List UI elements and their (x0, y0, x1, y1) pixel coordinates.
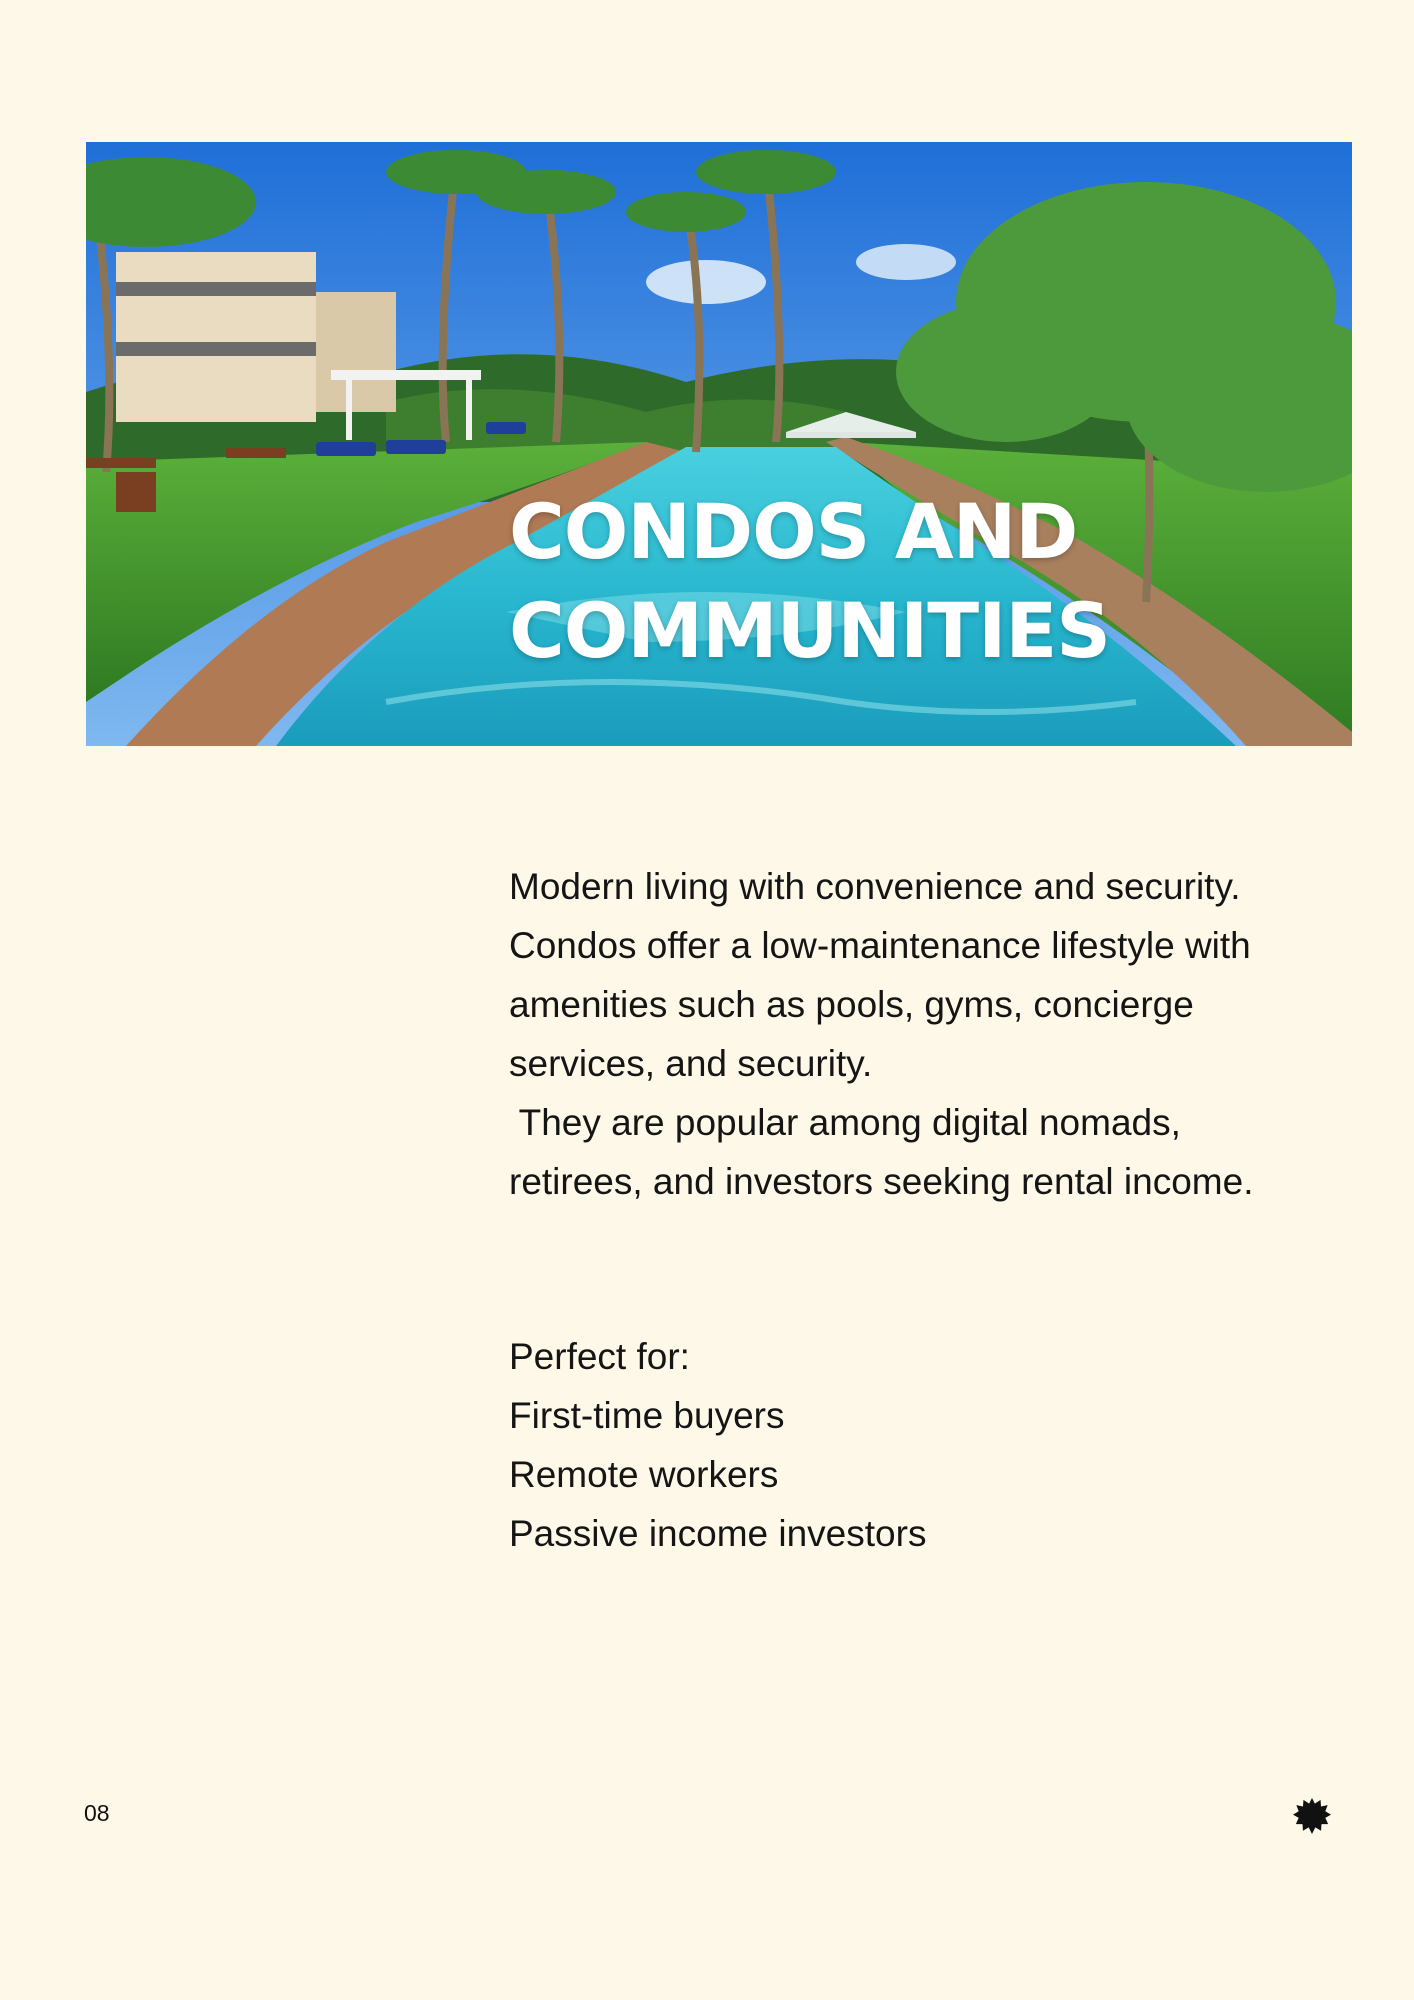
page-number: 08 (84, 1800, 110, 1826)
intro-line: services, and security. (509, 1043, 873, 1084)
intro-paragraph (509, 857, 1329, 1211)
hero-image (86, 142, 1352, 746)
intro-line: Modern living with convenience and security. (509, 866, 1241, 907)
list-item: Remote workers (509, 1454, 779, 1495)
title-line-1: CONDOS AND (509, 487, 1078, 576)
perfect-for-list (509, 1386, 1329, 1563)
intro-line: retirees, and investors seeking rental income. (509, 1161, 1254, 1202)
title-line-2: COMMUNITIES (509, 586, 1111, 675)
intro-line: Condos offer a low-maintenance lifestyle with (509, 925, 1251, 966)
page-title (509, 482, 1110, 680)
starburst-icon (1293, 1797, 1331, 1835)
list-item: First-time buyers (509, 1395, 785, 1436)
intro-line: They are popular among digital nomads, (509, 1102, 1181, 1143)
list-item: Passive income investors (509, 1513, 927, 1554)
intro-line: amenities such as pools, gyms, concierge (509, 984, 1194, 1025)
perfect-for-section (509, 1327, 1329, 1563)
perfect-for-heading: Perfect for: (509, 1336, 690, 1377)
